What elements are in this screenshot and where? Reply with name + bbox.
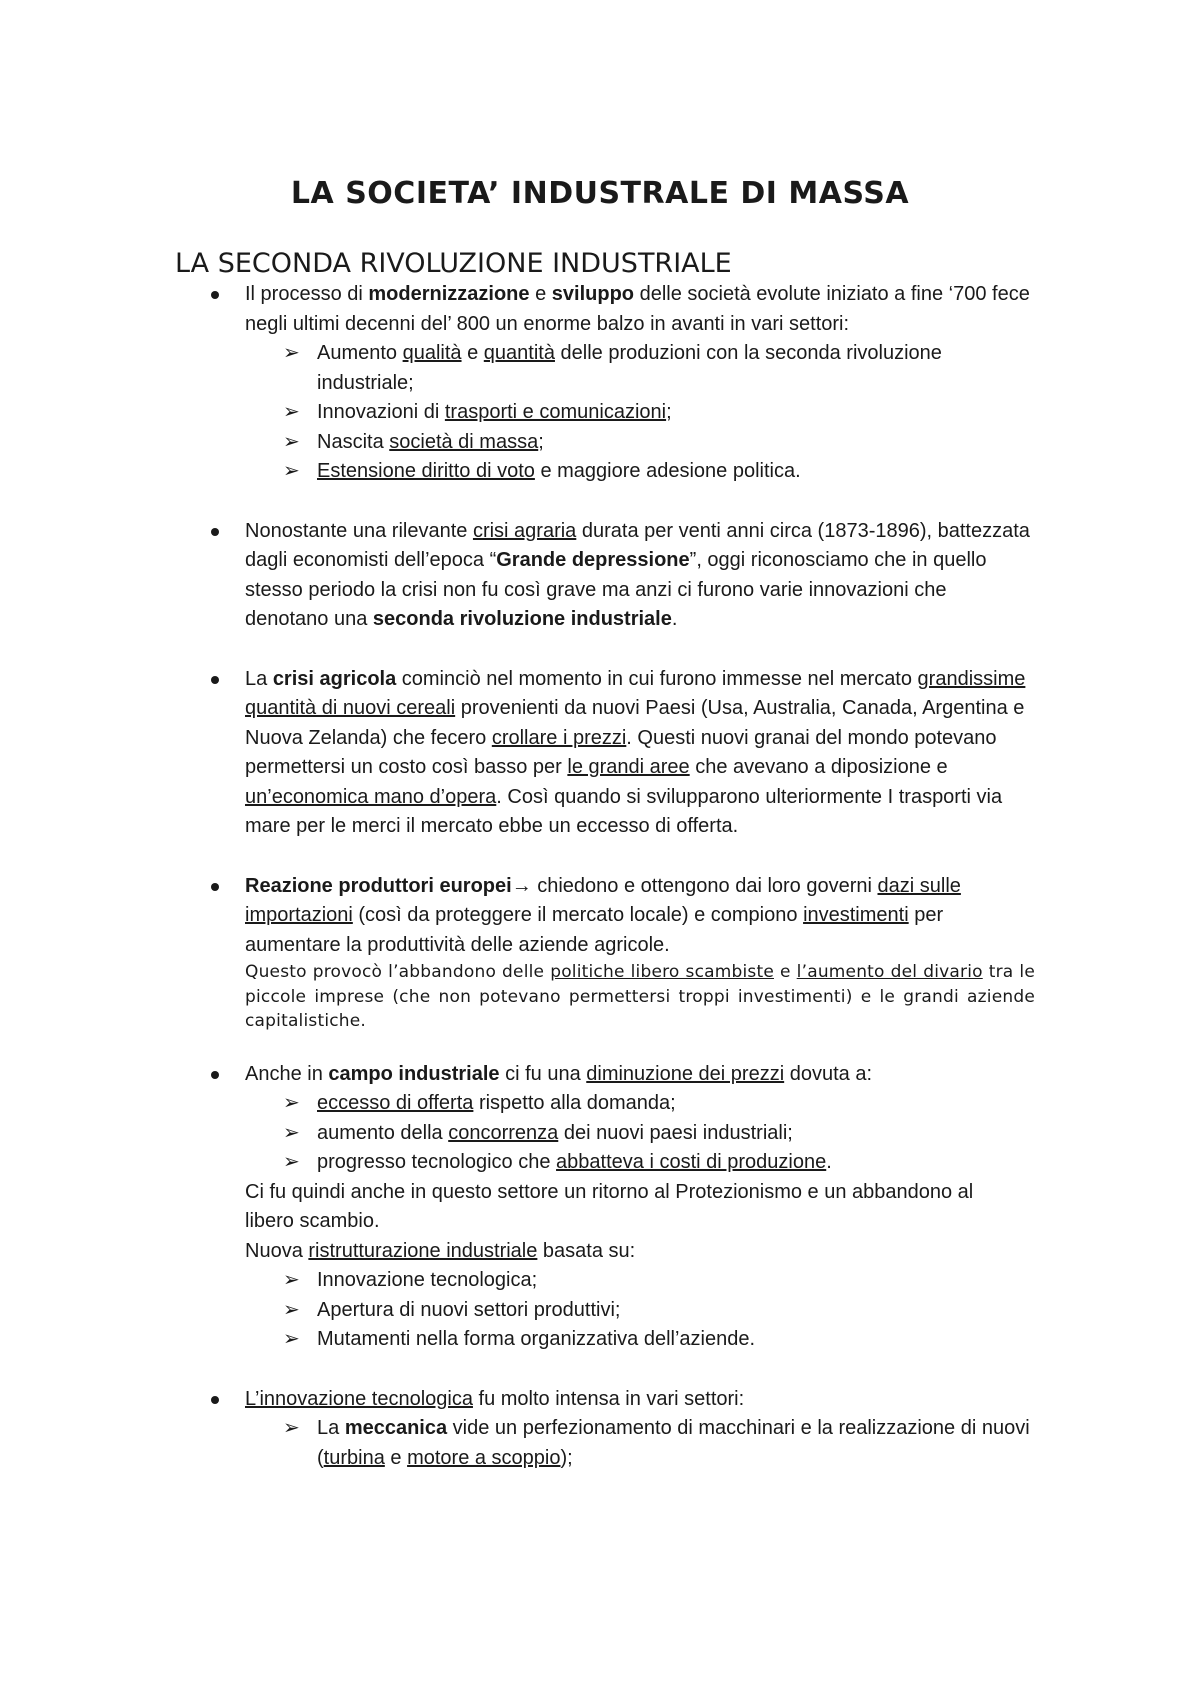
sub-item-qualita: ➢ Aumento qualità e quantità delle produzioni con la seconda rivoluzione industriale; bbox=[245, 339, 1035, 398]
right-arrow-icon: → bbox=[511, 874, 532, 897]
section-heading: LA SECONDA RIVOLUZIONE INDUSTRIALE bbox=[175, 248, 732, 279]
arrow-bullet-icon: ➢ bbox=[283, 1151, 300, 1173]
bullet-modernizzazione: Il processo di modernizzazione e sviluppo delle società evolute iniziato a fine ‘700 fece negli ultimi decenni del’ 800 un enorme balzo in avanti in vari settori: bbox=[245, 280, 1035, 339]
arrow-bullet-icon: ➢ bbox=[283, 1298, 300, 1321]
bullet-crisi-agricola: La crisi agricola cominciò nel momento in cui furono immesse nel mercato grandissime quantità di nuovi cereali provenienti da nuovi Paesi (Usa, Australia, Canada, Argentina e Nuova Zelanda) che fecero crollare i prezzi. Questi nuovi granai del mondo potevano permettersi un costo così basso per le grandi aree che avevano a diposizione e un’economica mano d’opera. Così quando si svilupparono ulteriormente I trasporti via mare per le merci il mercato ebbe un eccesso di offerta. bbox=[245, 665, 1035, 842]
arrow-bullet-icon: ➢ bbox=[283, 342, 300, 364]
sub-item-trasporti: ➢ Innovazioni di trasporti e comunicazioni; bbox=[245, 398, 1035, 428]
bullet-campo-industriale: Anche in campo industriale ci fu una diminuzione dei prezzi dovuta a: bbox=[245, 1060, 1035, 1090]
arrow-bullet-icon: ➢ bbox=[283, 1328, 300, 1350]
sub-item-progresso: ➢ progresso tecnologico che abbatteva i costi di produzione. bbox=[245, 1148, 1035, 1178]
arrow-bullet-icon: ➢ bbox=[283, 460, 300, 482]
sub-item-societa-massa: ➢ Nascita società di massa; bbox=[245, 428, 1035, 458]
sub-item-apertura: ➢ Apertura di nuovi settori produttivi; bbox=[245, 1296, 1035, 1326]
sub-item-diritto-voto: ➢ Estensione diritto di voto e maggiore adesione politica. bbox=[245, 457, 1035, 487]
sub-item-innovazione: ➢ Innovazione tecnologica; bbox=[245, 1266, 1035, 1296]
arrow-bullet-icon: ➢ bbox=[283, 1092, 300, 1114]
arrow-bullet-icon: ➢ bbox=[283, 430, 300, 453]
sub-item-meccanica: ➢ La meccanica vide un perfezionamento di macchinari e la realizzazione di nuovi (turbina e motore a scoppio); bbox=[245, 1414, 1035, 1473]
paragraph-ristrutturazione: Nuova ristrutturazione industriale basata su: bbox=[245, 1239, 636, 1262]
bullet-innovazione-tecnologica: L’innovazione tecnologica fu molto intensa in vari settori: bbox=[245, 1385, 1035, 1415]
arrow-bullet-icon: ➢ bbox=[283, 1269, 300, 1291]
document-body bbox=[245, 280, 1035, 1473]
document-title: LA SOCIETA’ INDUSTRALE DI MASSA bbox=[290, 176, 910, 211]
paragraph-protezionismo: Ci fu quindi anche in questo settore un ritorno al Protezionismo e un abbandono al libero scambio. bbox=[245, 1180, 1029, 1232]
paragraph-abbandono: Questo provocò l’abbandono delle politiche libero scambiste e l’aumento del divario tra le piccole imprese (che non potevano permettersi troppi investimenti) e le grandi aziende capitalistiche. bbox=[245, 962, 1035, 1031]
arrow-bullet-icon: ➢ bbox=[283, 1417, 300, 1439]
sub-item-eccesso-offerta: ➢ eccesso di offerta rispetto alla domanda; bbox=[245, 1089, 1035, 1119]
arrow-bullet-icon: ➢ bbox=[283, 401, 300, 423]
bullet-crisi-agraria: Nonostante una rilevante crisi agraria durata per venti anni circa (1873-1896), battezzata dagli economisti dell’epoca “Grande depressione”, oggi riconosciamo che in quello stesso periodo la crisi non fu così grave ma anzi ci furono varie innovazioni che denotano una seconda rivoluzione industriale. bbox=[245, 517, 1035, 635]
bullet-reazione-produttori: Reazione produttori europei→ chiedono e ottengono dai loro governi dazi sulle importazioni (così da proteggere il mercato locale) e compiono investimenti per aumentare la produttività delle aziende agricole. bbox=[245, 872, 1035, 961]
arrow-bullet-icon: ➢ bbox=[283, 1121, 300, 1144]
sub-item-mutamenti: ➢ Mutamenti nella forma organizzativa dell’aziende. bbox=[245, 1325, 1035, 1355]
sub-item-concorrenza: ➢ aumento della concorrenza dei nuovi paesi industriali; bbox=[245, 1119, 1035, 1149]
